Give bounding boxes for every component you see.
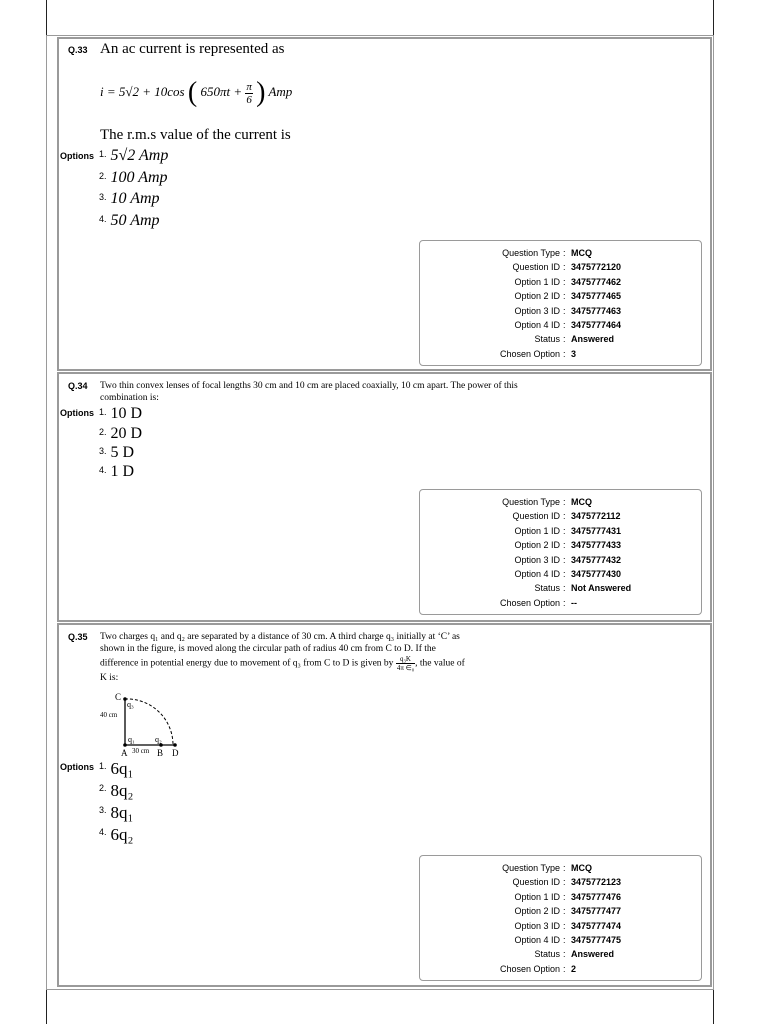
info-value: MCQ bbox=[571, 248, 592, 258]
info-value: 2 bbox=[571, 963, 577, 974]
info-option-4-id: Option 4 ID : 3475777430 bbox=[420, 567, 701, 581]
info-value: 3475777475 bbox=[571, 935, 622, 946]
info-value: 3475777462 bbox=[571, 276, 622, 287]
options-label: Options bbox=[60, 151, 94, 161]
info-value: 3475777477 bbox=[571, 906, 622, 917]
info-value: MCQ bbox=[571, 497, 592, 507]
stem-fraction bbox=[396, 655, 415, 672]
info-key: Status bbox=[534, 583, 560, 594]
option-text: 6q₂ bbox=[110, 825, 134, 844]
info-value: 3475772123 bbox=[571, 877, 622, 888]
info-option-3-id: Option 3 ID : 3475777474 bbox=[420, 919, 701, 933]
info-key: Option 2 ID bbox=[514, 906, 560, 917]
question-formula bbox=[100, 77, 292, 109]
stem-line-4: K is: bbox=[100, 673, 119, 683]
info-value: 3475772120 bbox=[571, 262, 622, 273]
option-text: 6q₁ bbox=[110, 759, 134, 778]
info-key: Option 4 ID bbox=[514, 569, 560, 580]
info-status: Status : Answered bbox=[420, 332, 701, 346]
info-option-2-id: Option 2 ID : 3475777465 bbox=[420, 289, 701, 303]
info-value: 3475777474 bbox=[571, 920, 622, 931]
option-text: 10 Amp bbox=[110, 190, 160, 207]
info-option-4-id: Option 4 ID : 3475777464 bbox=[420, 318, 701, 332]
label-30cm: 30 cm bbox=[132, 747, 150, 755]
info-chosen-option: Chosen Option : 2 bbox=[420, 962, 701, 976]
question-stem bbox=[100, 631, 540, 684]
fraction-numerator: q₃K bbox=[396, 655, 415, 664]
info-value: 3475777465 bbox=[571, 291, 622, 302]
info-key: Question Type bbox=[502, 248, 560, 258]
paren-close: ) bbox=[256, 77, 266, 108]
options-label: Options bbox=[60, 762, 94, 772]
info-key: Option 3 ID bbox=[514, 920, 560, 931]
label-b: B bbox=[157, 748, 164, 758]
info-value: 3475772112 bbox=[571, 511, 621, 522]
formula-lhs: i = 5√2 + 10cos bbox=[100, 83, 185, 99]
option-1 bbox=[99, 147, 168, 165]
info-question-type: Question Type : MCQ bbox=[420, 495, 701, 509]
option-3 bbox=[99, 444, 134, 462]
info-option-1-id: Option 1 ID : 3475777476 bbox=[420, 890, 701, 904]
question-number: Q.33 bbox=[68, 45, 88, 55]
point-d bbox=[173, 743, 177, 747]
formula-unit: Amp bbox=[268, 83, 293, 99]
formula-arg: 650πt + bbox=[200, 83, 243, 99]
option-2 bbox=[99, 425, 142, 443]
option-number: 2. bbox=[99, 427, 107, 437]
option-number: 3. bbox=[99, 446, 107, 456]
info-option-1-id: Option 1 ID : 3475777431 bbox=[420, 524, 701, 538]
option-number: 3. bbox=[99, 192, 107, 202]
info-value: 3475777464 bbox=[571, 320, 622, 331]
charges-figure bbox=[95, 689, 195, 759]
info-option-3-id: Option 3 ID : 3475777463 bbox=[420, 304, 701, 318]
option-text: 1 D bbox=[110, 463, 135, 480]
option-text: 8q₂ bbox=[110, 781, 134, 800]
info-option-4-id: Option 4 ID : 3475777475 bbox=[420, 933, 701, 947]
question-block-34 bbox=[57, 372, 712, 622]
fraction-denominator: 6 bbox=[246, 93, 252, 106]
option-number: 1. bbox=[99, 149, 107, 159]
info-value: 3475777476 bbox=[571, 891, 622, 902]
label-d: D bbox=[172, 748, 179, 758]
info-value: 3475777432 bbox=[571, 554, 622, 565]
question-number: Q.34 bbox=[68, 381, 88, 391]
info-key: Question Type bbox=[502, 497, 560, 507]
fraction-denominator: 4π ∈₀ bbox=[396, 664, 415, 672]
info-question-type: Question Type : MCQ bbox=[420, 246, 701, 260]
info-key: Option 3 ID bbox=[514, 305, 560, 316]
info-key: Question Type bbox=[502, 863, 560, 873]
info-question-id: Question ID : 3475772123 bbox=[420, 875, 701, 889]
label-q2: q₂ bbox=[155, 735, 162, 744]
paren-open: ( bbox=[187, 77, 198, 108]
info-key: Option 1 ID bbox=[514, 276, 560, 287]
option-text: 100 Amp bbox=[110, 169, 168, 186]
option-text: 10 D bbox=[110, 405, 143, 422]
stem-line-1: Two charges q₁ and q₂ are separated by a distance of 30 cm. A third charge q₃ initially at ‘C’ as bbox=[100, 632, 460, 642]
stem-line-3-end: , the value of bbox=[415, 658, 465, 669]
option-number: 2. bbox=[99, 171, 107, 181]
info-option-3-id: Option 3 ID : 3475777432 bbox=[420, 553, 701, 567]
option-number: 1. bbox=[99, 407, 107, 417]
info-option-2-id: Option 2 ID : 3475777433 bbox=[420, 538, 701, 552]
point-a bbox=[123, 743, 127, 747]
formula-fraction bbox=[245, 81, 253, 106]
info-key: Chosen Option bbox=[499, 348, 560, 359]
fraction-numerator: π bbox=[246, 80, 252, 93]
question-block-33 bbox=[57, 37, 712, 371]
info-key: Option 4 ID bbox=[514, 935, 560, 946]
info-key: Question ID bbox=[512, 262, 560, 273]
info-question-id: Question ID : 3475772112 bbox=[420, 509, 701, 523]
option-text: 20 D bbox=[110, 425, 143, 442]
label-40cm: 40 cm bbox=[100, 711, 118, 719]
label-c: C bbox=[115, 692, 122, 702]
option-number: 2. bbox=[99, 783, 107, 793]
info-option-2-id: Option 2 ID : 3475777477 bbox=[420, 904, 701, 918]
info-status: Status : Not Answered bbox=[420, 581, 701, 595]
question-info-panel bbox=[419, 489, 702, 615]
info-key: Option 3 ID bbox=[514, 554, 560, 565]
stem-line-3-text: difference in potential energy due to movement of q₃ from C to D is given by bbox=[100, 658, 394, 669]
info-key: Chosen Option bbox=[499, 963, 560, 974]
option-4 bbox=[99, 212, 160, 230]
option-2 bbox=[99, 169, 168, 187]
info-question-id: Question ID : 3475772120 bbox=[420, 260, 701, 274]
label-a: A bbox=[121, 748, 128, 758]
info-key: Chosen Option bbox=[499, 597, 560, 608]
question-number: Q.35 bbox=[68, 632, 88, 642]
info-key: Question ID bbox=[512, 877, 560, 888]
option-3 bbox=[99, 190, 160, 208]
option-text: 5 D bbox=[110, 444, 135, 461]
stem-line-2: shown in the figure, is moved along the circular path of radius 40 cm from C to D. If the bbox=[100, 644, 436, 654]
info-value: MCQ bbox=[571, 863, 592, 873]
info-value: 3475777463 bbox=[571, 305, 622, 316]
info-value: 3475777431 bbox=[571, 525, 622, 536]
info-chosen-option: Chosen Option : 3 bbox=[420, 347, 701, 361]
info-option-1-id: Option 1 ID : 3475777462 bbox=[420, 275, 701, 289]
stem-line-3 bbox=[100, 655, 540, 672]
option-4 bbox=[99, 825, 133, 845]
label-q3: q₃ bbox=[127, 700, 134, 709]
info-value: -- bbox=[571, 597, 577, 608]
question-stem: Two thin convex lenses of focal lengths 30 cm and 10 cm are placed coaxially, 10 cm apart. The power of this combination is: bbox=[100, 381, 518, 403]
info-value: 3475777430 bbox=[571, 569, 622, 580]
info-value: Answered bbox=[571, 949, 615, 960]
info-key: Option 2 ID bbox=[514, 291, 560, 302]
info-chosen-option: Chosen Option : -- bbox=[420, 596, 701, 610]
info-key: Option 1 ID bbox=[514, 891, 560, 902]
option-number: 3. bbox=[99, 805, 107, 815]
option-number: 4. bbox=[99, 465, 107, 475]
option-3 bbox=[99, 803, 133, 823]
options-label: Options bbox=[60, 408, 94, 418]
info-value: 3 bbox=[571, 348, 577, 359]
info-value: 3475777433 bbox=[571, 540, 622, 551]
question-prompt: The r.m.s value of the current is bbox=[100, 127, 291, 143]
info-status: Status : Answered bbox=[420, 947, 701, 961]
option-text: 8q₁ bbox=[110, 803, 134, 822]
info-value: Answered bbox=[571, 334, 615, 345]
option-number: 4. bbox=[99, 827, 107, 837]
info-key: Option 2 ID bbox=[514, 540, 560, 551]
label-q1: q₁ bbox=[128, 735, 135, 744]
option-number: 4. bbox=[99, 214, 107, 224]
option-1 bbox=[99, 759, 133, 779]
question-stem: An ac current is represented as bbox=[100, 41, 285, 57]
info-key: Option 4 ID bbox=[514, 320, 560, 331]
info-key: Option 1 ID bbox=[514, 525, 560, 536]
option-1 bbox=[99, 405, 142, 423]
info-key: Question ID bbox=[512, 511, 560, 522]
option-4 bbox=[99, 463, 134, 481]
info-key: Status bbox=[534, 334, 560, 345]
option-2 bbox=[99, 781, 133, 801]
option-text: 5√2 Amp bbox=[110, 147, 169, 164]
question-info-panel bbox=[419, 240, 702, 366]
question-block-35 bbox=[57, 623, 712, 987]
info-key: Status bbox=[534, 949, 560, 960]
info-question-type: Question Type : MCQ bbox=[420, 861, 701, 875]
option-number: 1. bbox=[99, 761, 107, 771]
info-value: Not Answered bbox=[571, 583, 632, 594]
question-info-panel bbox=[419, 855, 702, 981]
option-text: 50 Amp bbox=[110, 212, 160, 229]
